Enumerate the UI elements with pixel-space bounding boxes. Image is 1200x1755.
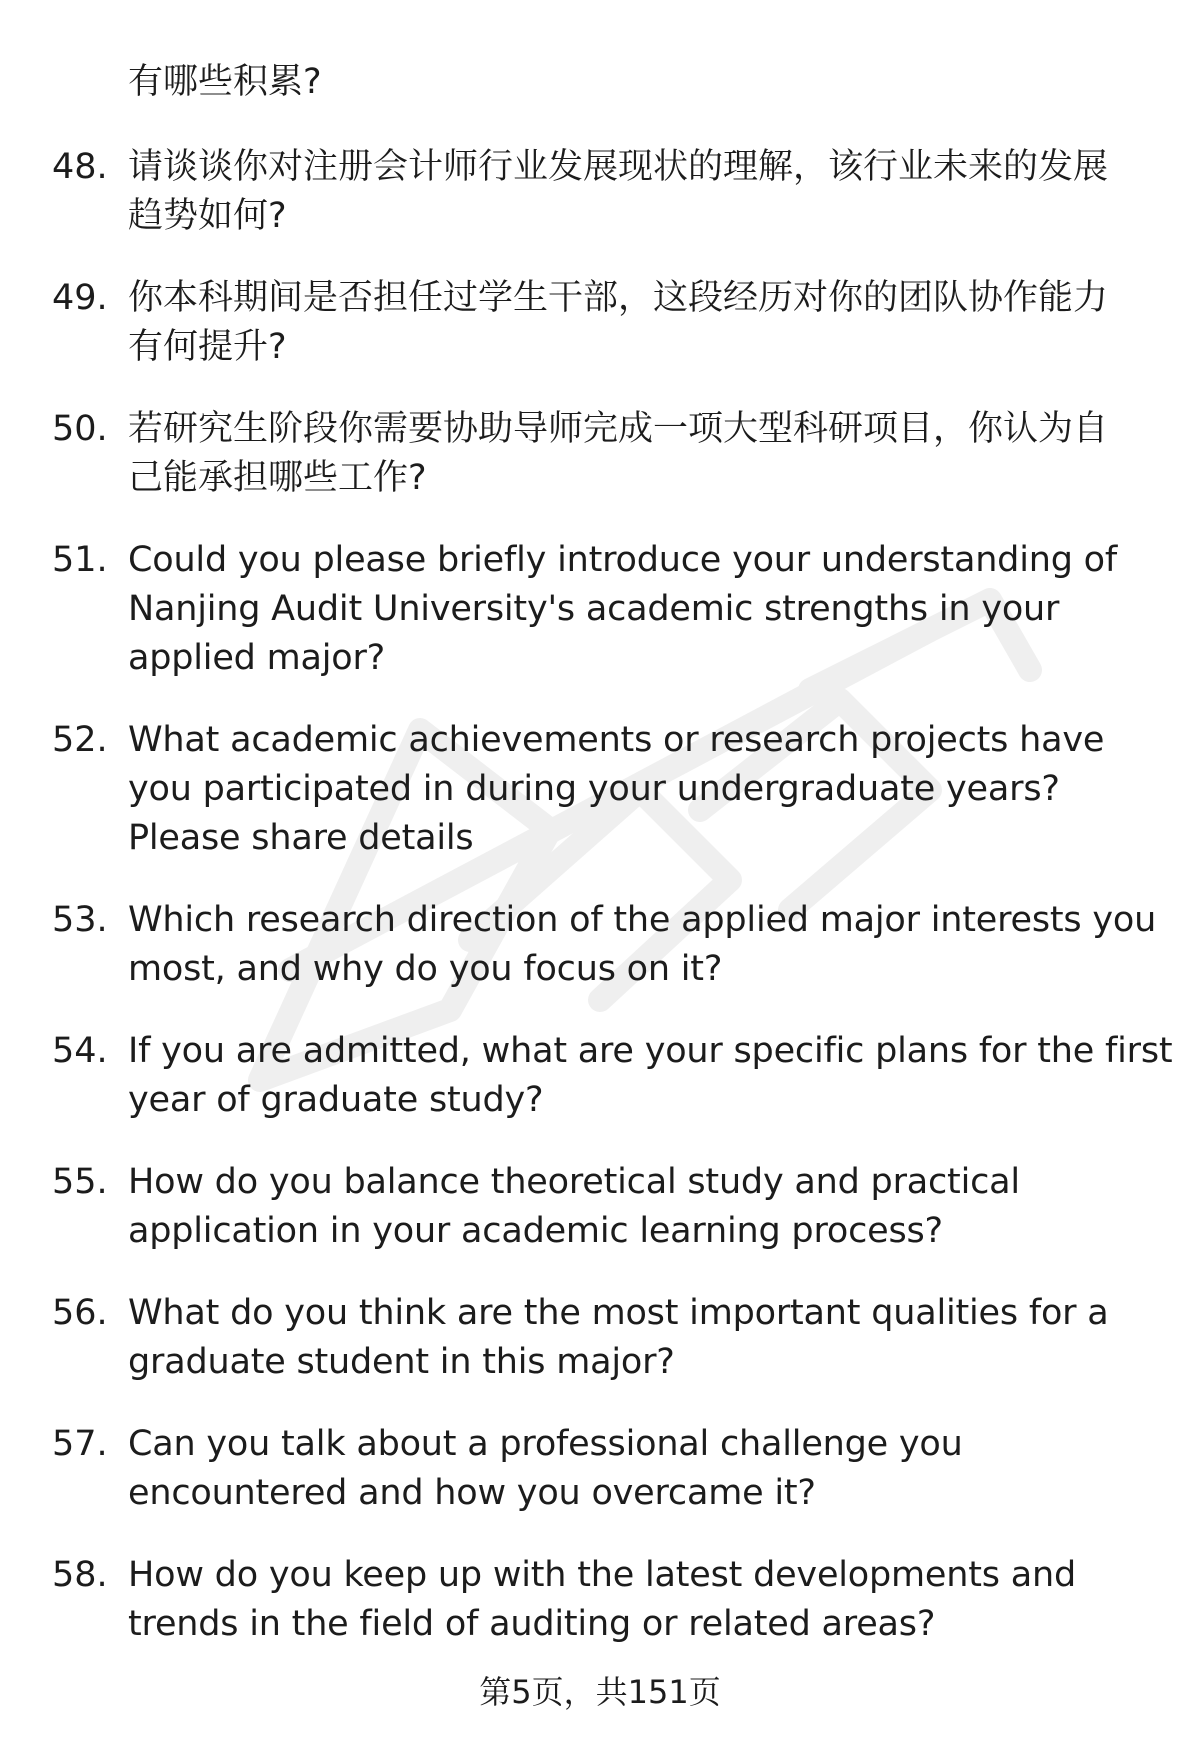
question-line: 己能承担哪些工作? [128,458,427,498]
question-number: 52. [52,720,108,760]
question-text [128,1420,1160,1518]
question-line: How do you balance theoretical study and practical [128,1162,1020,1202]
question-line: Nanjing Audit University's academic strengths in your [128,589,1060,629]
question-text [128,1158,1160,1256]
list-item [0,716,1200,863]
question-line: How do you keep up with the latest developments and [128,1555,1076,1595]
question-line: 请谈谈你对注册会计师行业发展现状的理解，该行业未来的发展 [128,147,1109,187]
question-line: 你本科期间是否担任过学生干部，这段经历对你的团队协作能力 [128,278,1109,318]
question-line: What academic achievements or research projects have [128,720,1105,760]
list-item [0,1158,1200,1256]
list-item [0,1420,1200,1518]
list-item [0,143,1200,241]
question-line: trends in the field of auditing or related areas? [128,1604,936,1644]
page-footer: 第5页，共151页 [479,1673,721,1711]
question-text [128,1289,1160,1387]
question-number: 50. [52,409,108,449]
question-text [128,1551,1160,1649]
question-list [0,143,1200,1682]
question-line: Can you talk about a professional challenge you [128,1424,963,1464]
question-number: 58. [52,1555,108,1595]
question-number: 53. [52,900,108,940]
list-item [0,896,1200,994]
question-number: 51. [52,540,108,580]
question-text [128,536,1160,683]
question-text [128,143,1160,241]
question-line: 有何提升? [128,327,287,367]
question-line: you participated in during your undergraduate years? [128,769,1060,809]
question-line: graduate student in this major? [128,1342,675,1382]
list-item [0,405,1200,503]
question-line: Please share details [128,818,474,858]
question-number: 49. [52,278,108,318]
question-line: What do you think are the most important qualities for a [128,1293,1109,1333]
question-line: 趋势如何? [128,196,287,236]
question-number: 57. [52,1424,108,1464]
question-text [128,716,1160,863]
question-line: year of graduate study? [128,1080,544,1120]
question-line: application in your academic learning process? [128,1211,943,1251]
question-text [128,896,1160,994]
list-item [0,274,1200,372]
list-item [0,1289,1200,1387]
question-number: 56. [52,1293,108,1333]
question-text [128,274,1160,372]
question-text [128,1027,1173,1125]
question-line: If you are admitted, what are your specific plans for the first [128,1031,1173,1071]
question-line: applied major? [128,638,386,678]
question-line: Could you please briefly introduce your understanding of [128,540,1117,580]
question-line: encountered and how you overcame it? [128,1473,816,1513]
question-number: 55. [52,1162,108,1202]
list-item [0,536,1200,683]
list-item [0,1027,1200,1125]
question-number: 54. [52,1031,108,1071]
question-line: Which research direction of the applied major interests you [128,900,1157,940]
list-item [0,1551,1200,1649]
question-line: 若研究生阶段你需要协助导师完成一项大型科研项目，你认为自 [128,409,1109,449]
question-number: 48. [52,147,108,187]
question-line: most, and why do you focus on it? [128,949,723,989]
continued-question-text: 有哪些积累? [128,62,322,102]
question-text [128,405,1160,503]
